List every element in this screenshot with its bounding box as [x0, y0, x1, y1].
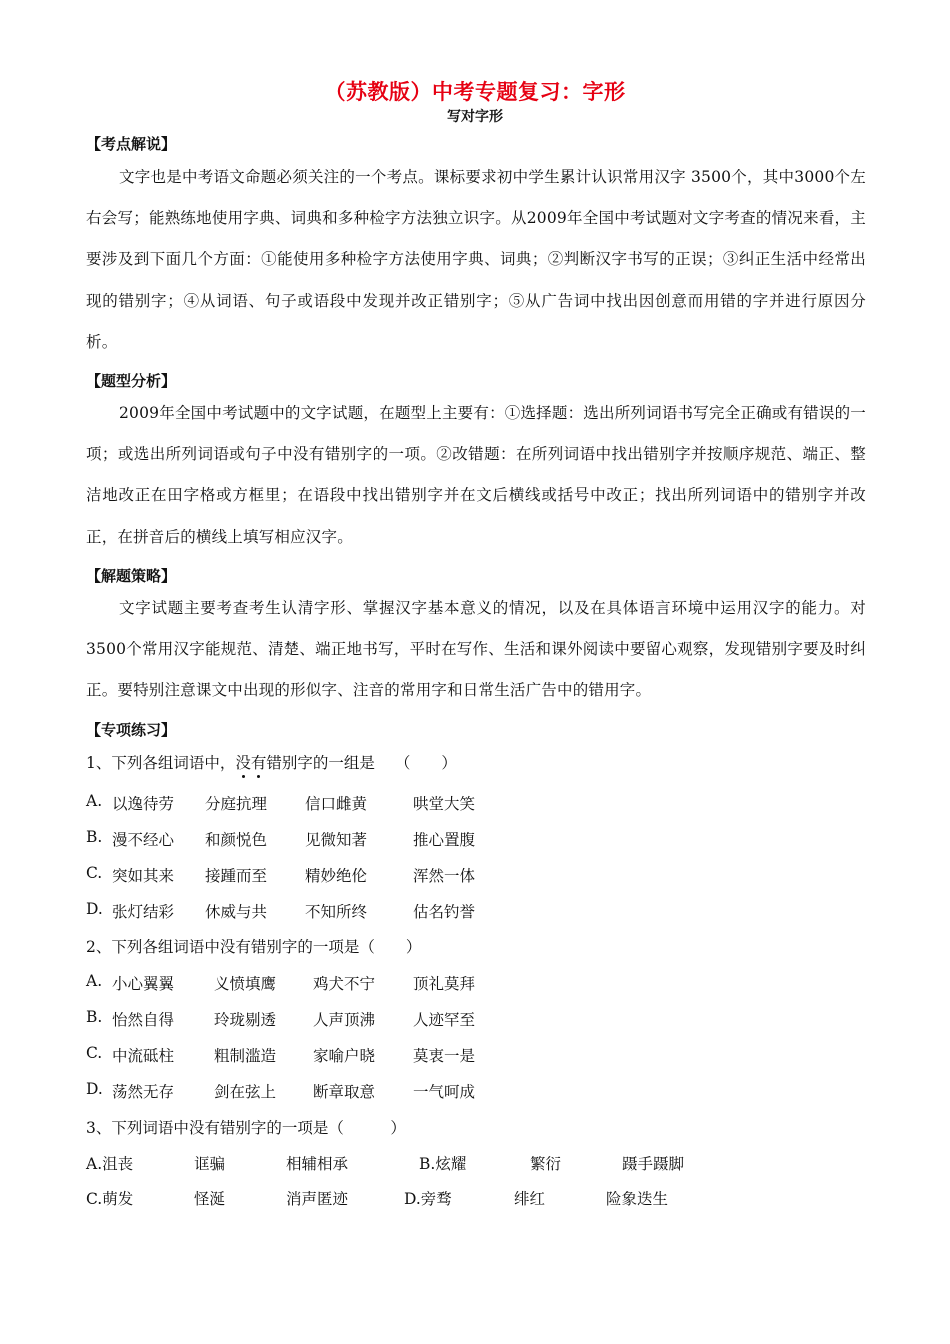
option-term: 鸡犬不宁 [313, 975, 376, 993]
option-term: 家喻户晓 [313, 1047, 376, 1065]
option-term: 粗制滥造 [214, 1047, 277, 1065]
option-term: 精妙绝伦 [305, 867, 368, 885]
option-letter: C. [86, 864, 103, 882]
option-term: D.旁骛 [404, 1190, 452, 1208]
option-term: 浑然一体 [413, 867, 476, 885]
option-term: 玲珑剔透 [214, 1011, 277, 1029]
option-term: 分庭抗理 [205, 795, 268, 813]
option-term: 繁衍 [530, 1155, 562, 1173]
question-1-stem-pre: 1、下列各组词语中， [86, 754, 236, 772]
option-term: 人迹罕至 [413, 1011, 476, 1029]
page-title: （苏教版）中考专题复习：字形 [324, 80, 626, 104]
option-term: B.炫耀 [419, 1155, 467, 1173]
heading-celue: 【解题策略】 [86, 567, 177, 585]
option-term: 信口雌黄 [305, 795, 368, 813]
question-3-stem: 3、下列词语中没有错别字的一项是（ ） [86, 1119, 406, 1137]
heading-tixing: 【题型分析】 [86, 372, 177, 390]
option-letter: B. [86, 828, 103, 846]
option-term: 哄堂大笑 [413, 795, 476, 813]
option-letter: A. [86, 972, 103, 990]
option-term: 张灯结彩 [112, 903, 175, 921]
page-subtitle: 写对字形 [447, 109, 503, 125]
option-term: 估名钓誉 [413, 903, 476, 921]
option-term: 荡然无存 [112, 1083, 175, 1101]
paragraph-tixing: 2009年全国中考试题中的文字试题，在题型上主要有：①选择题：选出所列词语书写完全正确或有错误的一项；或选出所列词语或句子中没有错别字的一项。②改错题：在所列词语中找出错别字并按顺序规范、端正、整洁地改正在田字格或方框里；在语段中找出错别字并在文后横线或括号中改正；找出所列词语中的错别字并改正，在拼音后的横线上填写相应汉字。 [86, 404, 866, 546]
option-term: 断章取意 [313, 1083, 376, 1101]
option-term: 休威与共 [205, 903, 268, 921]
option-term: 义愤填鹰 [214, 975, 277, 993]
option-term: 中流砥柱 [112, 1047, 175, 1065]
heading-lianxi: 【专项练习】 [86, 721, 177, 739]
option-letter: D. [86, 1080, 103, 1098]
option-term: 险象迭生 [606, 1190, 669, 1208]
option-term: 蹑手蹑脚 [622, 1155, 685, 1173]
option-term: 漫不经心 [112, 831, 175, 849]
option-term: 不知所终 [305, 903, 368, 921]
option-letter: B. [86, 1008, 103, 1026]
option-term: 诓骗 [194, 1155, 226, 1173]
paragraph-celue: 文字试题主要考查考生认清字形、掌握汉字基本意义的情况，以及在具体语言环境中运用汉字的能力。对3500个常用汉字能规范、清楚、端正地书写，平时在写作、生活和课外阅读中要留心观察，发现错别字要及时纠正。要特别注意课文中出现的形似字、注音的常用字和日常生活广告中的错用字。 [86, 599, 866, 700]
option-term: 消声匿迹 [286, 1190, 349, 1208]
option-term: 怪涎 [194, 1190, 226, 1208]
option-term: 人声顶沸 [313, 1011, 376, 1029]
option-term: 怡然自得 [112, 1011, 175, 1029]
option-letter: C. [86, 1044, 103, 1062]
option-term: 小心翼翼 [112, 975, 175, 993]
option-term: 相辅相承 [286, 1155, 349, 1173]
option-term: 顶礼莫拜 [413, 975, 476, 993]
option-term: 剑在弦上 [214, 1083, 277, 1101]
emphasis-dot-char: 有 [251, 751, 267, 773]
option-term: 突如其来 [112, 867, 175, 885]
option-term: 绯红 [514, 1190, 546, 1208]
option-term: 推心置腹 [413, 831, 476, 849]
option-term: 见微知著 [305, 831, 368, 849]
answer-paren: （ ） [394, 754, 457, 772]
option-letter: D. [86, 900, 103, 918]
question-1-stem-post: 错别字的一组是 [266, 754, 375, 772]
paragraph-kaodian: 文字也是中考语文命题必须关注的一个考点。课标要求初中学生累计认识常用汉字 3500个，其中3000个左右会写；能熟练地使用字典、词典和多种检字方法独立识字。从2009年全国中考试题对文字考查的情况来看，主要涉及到下面几个方面：①能使用多种检字方法使用字典、词典；②判断汉字书写的正误；③纠正生活中经常出现的错别字；④从词语、句子或语段中发现并改正错别字；⑤从广告词中找出因创意而用错的字并进行原因分析。 [86, 168, 866, 351]
emphasis-dot-char: 没 [235, 751, 251, 773]
option-term: 以逸待劳 [112, 795, 175, 813]
option-letter: A. [86, 792, 103, 810]
option-term: C.萌发 [86, 1190, 134, 1208]
heading-kaodian: 【考点解说】 [86, 135, 177, 153]
option-term: 和颜悦色 [205, 831, 268, 849]
option-term: 接踵而至 [205, 867, 268, 885]
question-2-stem: 2、下列各组词语中没有错别字的一项是（ ） [86, 938, 422, 956]
question-1-stem [86, 751, 457, 773]
option-term: A.沮丧 [86, 1155, 134, 1173]
option-term: 一气呵成 [413, 1083, 476, 1101]
option-term: 莫衷一是 [413, 1047, 476, 1065]
